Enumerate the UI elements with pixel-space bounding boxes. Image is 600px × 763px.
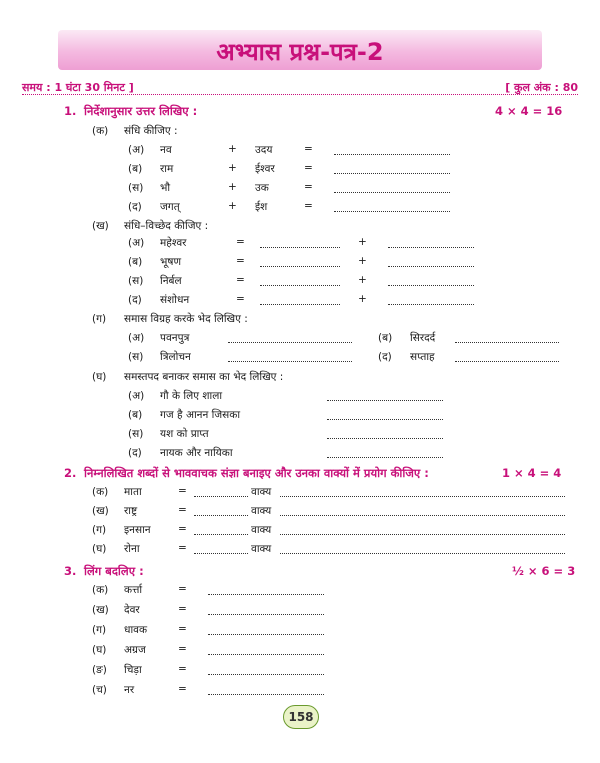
answer-blank [228, 342, 352, 343]
q1d-row-label: (ब) [128, 409, 143, 421]
equals-sign: = [178, 485, 187, 497]
answer-blank [208, 674, 324, 675]
answer-blank [228, 361, 352, 362]
equals-sign: = [178, 683, 187, 695]
q3-word: धावक [124, 624, 148, 636]
answer-blank [334, 211, 450, 212]
q1c-label: (ग) [92, 313, 107, 325]
q1a-word1: भौ [160, 182, 171, 194]
answer-blank [194, 515, 248, 516]
answer-blank [327, 400, 443, 401]
answer-blank [334, 192, 450, 193]
q3-word: देवर [124, 604, 140, 616]
equals-sign: = [178, 504, 187, 516]
q2-row-label: (क) [92, 486, 109, 498]
sentence-blank [280, 496, 565, 497]
answer-blank [208, 594, 324, 595]
q2-row-label: (ग) [92, 524, 107, 536]
q3-word: चिड़ा [124, 664, 142, 676]
answer-blank [327, 438, 443, 439]
q1c-word: सिरदर्द [410, 332, 436, 344]
q2-word: राष्ट्र [124, 505, 138, 517]
q1a-word2: उदय [255, 144, 273, 156]
q1-number: 1. [64, 104, 77, 118]
answer-blank [327, 419, 443, 420]
header-divider [22, 94, 578, 95]
q1a-label: (क) [92, 125, 109, 137]
answer-blank [334, 173, 450, 174]
equals-sign: = [236, 255, 245, 267]
q1b-row-label: (स) [128, 275, 144, 287]
plus-sign: + [358, 293, 367, 305]
answer-blank [260, 285, 340, 286]
answer-blank [388, 304, 474, 305]
q1c-word: त्रिलोचन [160, 351, 191, 363]
q1b-row-label: (ब) [128, 256, 143, 268]
q1c-row-label: (द) [378, 351, 392, 363]
q3-row-label: (क) [92, 584, 109, 596]
plus-sign: + [228, 143, 237, 155]
q1d-row-label: (अ) [128, 390, 145, 402]
q1d-phrase: गौ के लिए शाला [160, 390, 223, 402]
q1d-phrase: यश को प्राप्त [160, 428, 209, 440]
vakya-label: वाक्य [251, 505, 272, 517]
q1a-row-label: (स) [128, 182, 144, 194]
page-number: 158 [283, 705, 319, 729]
answer-blank [334, 154, 450, 155]
q1d-row-label: (द) [128, 447, 142, 459]
q1b-instruction: संधि–विच्छेद कीजिए : [124, 220, 209, 232]
plus-sign: + [358, 255, 367, 267]
q2-heading: निम्नलिखित शब्दों से भाववाचक संज्ञा बनाइए और उनका वाक्यों में प्रयोग कीजिए : [84, 466, 429, 480]
answer-blank [455, 342, 559, 343]
q1a-word2: उक [255, 182, 269, 194]
q1a-word2: ईश्वर [255, 163, 275, 175]
vakya-label: वाक्य [251, 486, 272, 498]
plus-sign: + [358, 236, 367, 248]
answer-blank [208, 654, 324, 655]
q2-row-label: (घ) [92, 543, 107, 555]
answer-blank [208, 694, 324, 695]
equals-sign: = [178, 542, 187, 554]
q1c-row-label: (ब) [378, 332, 393, 344]
q3-word: कर्त्ता [124, 584, 143, 596]
q3-row-label: (च) [92, 684, 107, 696]
plus-sign: + [358, 274, 367, 286]
sentence-blank [280, 515, 565, 516]
q2-word: माता [124, 486, 142, 498]
answer-blank [260, 247, 340, 248]
q1c-row-label: (अ) [128, 332, 145, 344]
q1d-phrase: गज है आनन जिसका [160, 409, 241, 421]
vakya-label: वाक्य [251, 524, 272, 536]
answer-blank [388, 285, 474, 286]
q1a-instruction: संधि कीजिए : [124, 125, 178, 137]
q1b-word: महेश्वर [160, 237, 187, 249]
q3-word: अग्रज [124, 644, 146, 656]
q1d-phrase: नायक और नायिका [160, 447, 233, 459]
answer-blank [208, 614, 324, 615]
q1b-word: संशोधन [160, 294, 190, 306]
q1c-word: सप्ताह [410, 351, 435, 363]
q1a-row-label: (अ) [128, 144, 145, 156]
equals-sign: = [178, 603, 187, 615]
answer-blank [260, 304, 340, 305]
q1-heading: निर्देशानुसार उत्तर लिखिए : [84, 104, 198, 118]
answer-blank [194, 534, 248, 535]
q2-word: इनसान [124, 524, 151, 536]
q1b-label: (ख) [92, 220, 109, 232]
q1a-word1: राम [160, 163, 174, 175]
q1b-row-label: (अ) [128, 237, 145, 249]
q1d-label: (घ) [92, 371, 107, 383]
equals-sign: = [178, 523, 187, 535]
plus-sign: + [228, 200, 237, 212]
q2-number: 2. [64, 466, 77, 480]
equals-sign: = [236, 274, 245, 286]
q1-marks: 4 × 4 = 16 [495, 104, 563, 118]
plus-sign: + [228, 181, 237, 193]
answer-blank [260, 266, 340, 267]
q1b-word: भूषण [160, 256, 182, 268]
answer-blank [327, 457, 443, 458]
q1c-word: पवनपुत्र [160, 332, 190, 344]
equals-sign: = [236, 236, 245, 248]
q3-word: नर [124, 684, 135, 696]
q2-row-label: (ख) [92, 505, 109, 517]
q3-row-label: (ङ) [92, 664, 107, 676]
q3-row-label: (घ) [92, 644, 107, 656]
q1a-row-label: (ब) [128, 163, 143, 175]
q1a-word1: नव [160, 144, 172, 156]
equals-sign: = [304, 162, 313, 174]
plus-sign: + [228, 162, 237, 174]
total-marks-label: [ कुल अंक : 80 [505, 81, 578, 94]
sentence-blank [280, 534, 565, 535]
q1d-instruction: समस्तपद बनाकर समास का भेद लिखिए : [124, 371, 284, 383]
answer-blank [194, 553, 248, 554]
time-label: समय : 1 घंटा 30 मिनट ] [22, 81, 134, 94]
answer-blank [194, 496, 248, 497]
equals-sign: = [304, 181, 313, 193]
q2-marks: 1 × 4 = 4 [502, 466, 562, 480]
q1b-row-label: (द) [128, 294, 142, 306]
answer-blank [455, 361, 559, 362]
answer-blank [208, 634, 324, 635]
q3-number: 3. [64, 564, 77, 578]
equals-sign: = [304, 143, 313, 155]
page-title: अभ्यास प्रश्न-पत्र-2 [216, 38, 384, 66]
q1a-word1: जगत् [160, 201, 180, 213]
vakya-label: वाक्य [251, 543, 272, 555]
q2-word: रोना [124, 543, 140, 555]
q3-row-label: (ग) [92, 624, 107, 636]
sentence-blank [280, 553, 565, 554]
equals-sign: = [178, 643, 187, 655]
equals-sign: = [178, 623, 187, 635]
q3-marks: ½ × 6 = 3 [512, 564, 576, 578]
q1b-word: निर्बल [160, 275, 182, 287]
q1a-word2: ईश [255, 201, 268, 213]
equals-sign: = [304, 200, 313, 212]
q3-row-label: (ख) [92, 604, 109, 616]
q1d-row-label: (स) [128, 428, 144, 440]
q1c-row-label: (स) [128, 351, 144, 363]
q1c-instruction: समास विग्रह करके भेद लिखिए : [124, 313, 248, 325]
q1a-row-label: (द) [128, 201, 142, 213]
equals-sign: = [178, 583, 187, 595]
equals-sign: = [236, 293, 245, 305]
answer-blank [388, 266, 474, 267]
equals-sign: = [178, 663, 187, 675]
answer-blank [388, 247, 474, 248]
q3-heading: लिंग बदलिए : [84, 564, 144, 578]
